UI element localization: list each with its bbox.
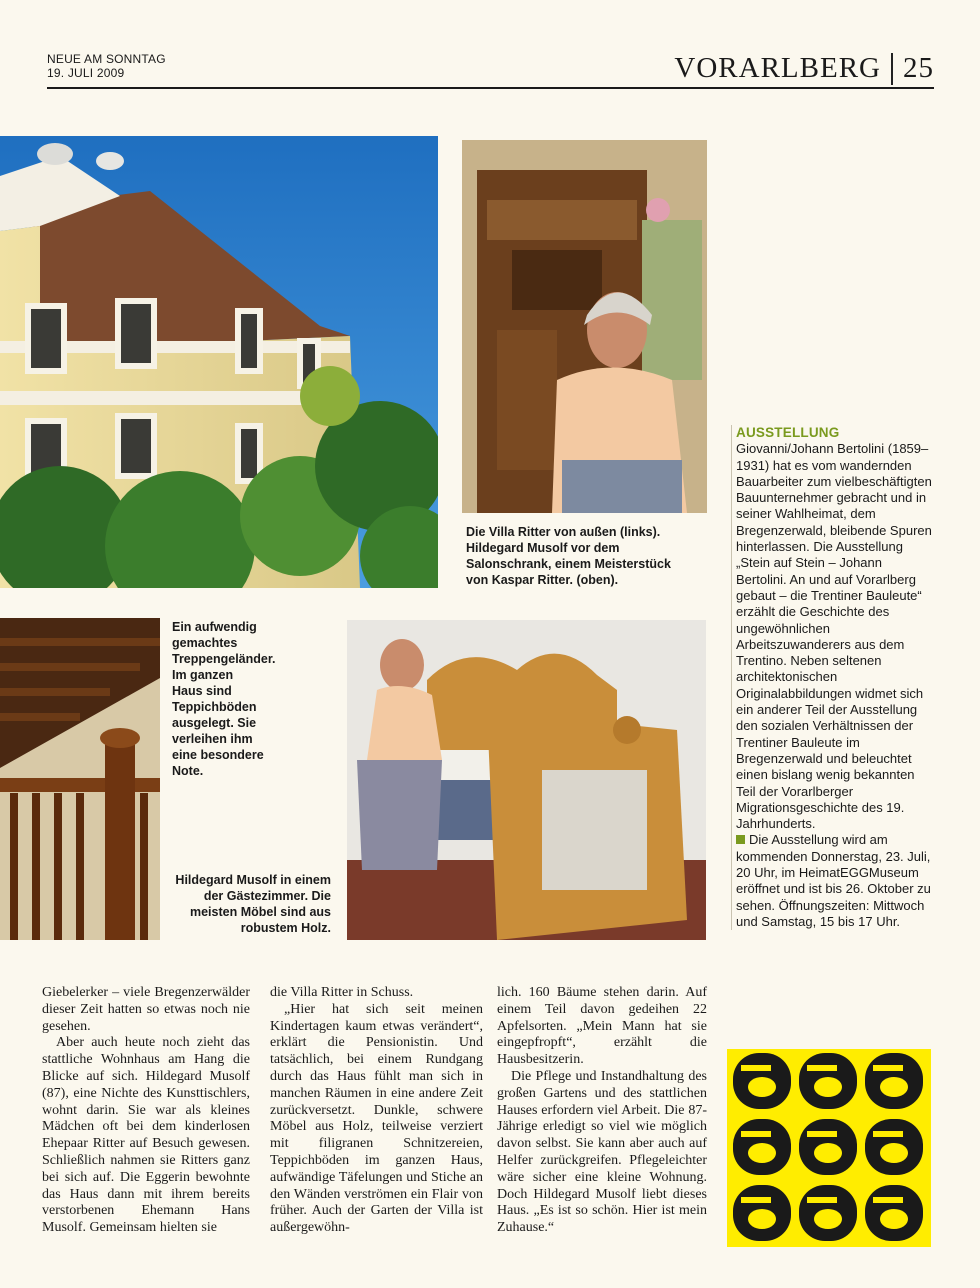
article-column-3 <box>497 985 707 1237</box>
article-paragraph: Die Pflege und Instandhaltung des großen Gartens und des stattlichen Hauses erfordern viel Arbeit. Die 87-Jährige erledigt so viel wie möglich davon selbst. Sie kann aber auch auf Helfer zurückgreifen. Pflegeleichter wäre sicher eine kleine Wohnung. Doch Hildegard Musolf liebt dieses Haus. „Es ist so schön. Hier ist mein Zuhause.“ <box>497 1068 707 1236</box>
caption-stairs: Ein aufwendig gemachtes Treppengeländer. Im ganzen Haus sind Teppichböden ausgelegt. Sie verleihen ihm eine besondere Note. <box>172 620 276 778</box>
info-heading: AUSSTELLUNG <box>736 425 840 440</box>
publication-name: NEUE AM SONNTAG <box>47 52 166 66</box>
info-note-text: Die Ausstellung wird am kommenden Donnerstag, 23. Juli, 20 Uhr, im HeimatEGGMuseum eröffnet und ist bis 26. Oktober zu sehen. Öffnungszeiten: Mittwoch und Samstag, 15 bis 17 Uhr. <box>736 832 931 929</box>
publisher-logo <box>727 1049 931 1247</box>
section-header <box>674 52 934 85</box>
staircase-photo <box>0 618 160 940</box>
article-column-1 <box>42 985 250 1237</box>
header-divider <box>891 53 893 85</box>
info-note <box>736 832 936 930</box>
article-paragraph: Aber auch heute noch zieht das stattliche Wohnhaus am Hang die Blicke auf sich. Hildegard Musolf (87), eine Nichte des Kunsttischlers, wohnt darin. Sie war als kleines Mädchen oft bei dem kinderlosen Ehepaar Ritter auf Besuch gewesen. Schließlich nahmen sie Ritters ganz bei sich auf. Die Eggerin bewohnte das Haus dann mit ihrem bereits verstorbenen Ehemann Hans Musolf. Gemeinsam hielten sie <box>42 1035 250 1236</box>
page-number: 25 <box>903 52 934 84</box>
guest-room-photo <box>347 620 706 940</box>
issue-date: 19. JULI 2009 <box>47 66 125 80</box>
section-title: VORARLBERG <box>674 52 881 84</box>
exhibition-info-box <box>731 425 936 930</box>
bullet-square-icon <box>736 835 745 844</box>
villa-exterior-photo <box>0 136 438 588</box>
article-paragraph: lich. 160 Bäume stehen darin. Auf einem Teil davon gedeihen 22 Apfelsorten. „Mein Mann hat sie eingepfropft“, erzählt die Hausbesitzerin. <box>497 985 707 1068</box>
article-column-2 <box>270 985 483 1237</box>
salon-cabinet-photo <box>462 140 707 513</box>
info-body: Giovanni/Johann Bertolini (1859–1931) hat es vom wandernden Bauarbeiter zum vielbeschäftigten Bauunternehmer gebracht und in seiner Wahlheimat, dem Bregenzerwald, bleibende Spuren hinterlassen. Die Ausstellung „Stein auf Stein – Johann Bertolini. An und auf Vorarlberg gebaut – die Trentiner Bauleute“ erzählt die Geschichte des ungewöhnlichen Arbeitszuwanderers aus dem Trentino. Neben seltenen architektonischen Originalabbildungen widmet sich ein anderer Teil der Ausstellung den sozialen Verhältnissen der Trentiner Bauleute im Bregenzerwald und beleuchtet einen bislang wenig bekannten Teil der Vorarlberger Migrationsgeschichte des 19. Jahrhunderts. <box>736 441 932 832</box>
article-paragraph: die Villa Ritter in Schuss. <box>270 985 414 1000</box>
masthead <box>47 52 166 80</box>
header-rule <box>47 87 934 89</box>
article-paragraph: Giebelerker – viele Bregenzerwälder dieser Zeit hatten so etwas noch nie gesehen. <box>42 985 250 1034</box>
article-paragraph: „Hier hat sich seit meinen Kindertagen kaum etwas verändert“, erklärt die Pensionistin. Und tatsächlich, bei einem Rundgang durch das Haus fühlt man sich in manchen Räumen in eine andere Zeit zurückversetzt. Dunkle, schwere Möbel aus Holz, teilweise verziert mit filigranen Schnitzereien, Teppichböden im ganzen Haus, aufwändige Täfelungen und Stiche an den Wänden verströmen ein Flair von früher. Auch der Garten der Villa ist außergewöhn- <box>270 1001 483 1236</box>
caption-villa: Die Villa Ritter von außen (links). Hildegard Musolf vor dem Salonschrank, einem Meisterstück von Kaspar Ritter. (oben). <box>466 525 671 587</box>
caption-bedroom: Hildegard Musolf in einem der Gästezimmer. Die meisten Möbel sind aus robustem Holz. <box>175 873 331 935</box>
